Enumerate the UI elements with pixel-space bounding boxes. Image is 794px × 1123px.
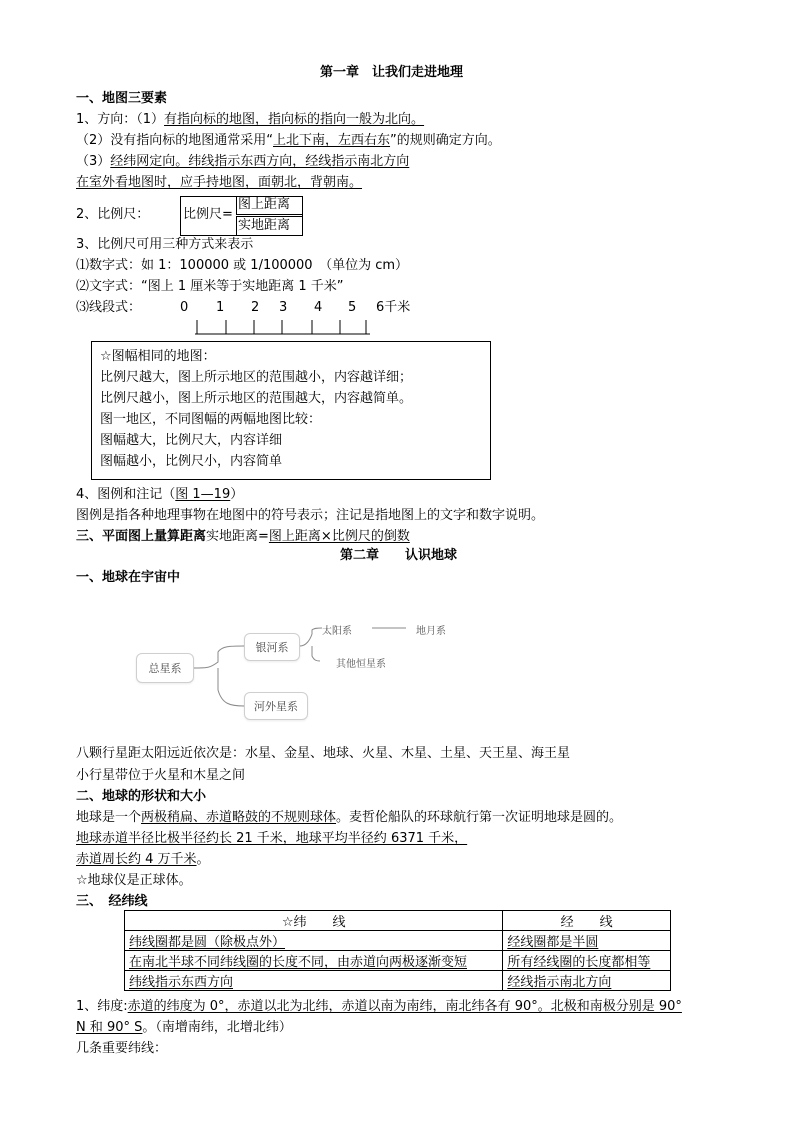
latitude-definition: 赤道的纬度为 0°，赤道以北为北纬，赤道以南为南纬，南北纬各有 90°。北极和南极分别是 90°	[127, 999, 682, 1014]
equator-length-line	[76, 852, 210, 868]
chapter2-title: 第二章 认识地球	[340, 548, 458, 563]
globe-note: ☆地球仪是正球体。	[76, 873, 192, 888]
earth-shape-line	[76, 810, 622, 826]
table-header-latitude: ☆纬 线	[125, 911, 503, 931]
table-cell-text: 纬线指示东西方向	[129, 975, 234, 990]
direction-line-3	[76, 154, 409, 170]
scale-tick-label: 4	[314, 300, 323, 315]
latitude-poles: N 和 90° S	[76, 1020, 143, 1035]
table-header-row	[125, 911, 671, 931]
universe-hierarchy-connectors	[0, 600, 794, 730]
node-solar-system: 太阳系	[322, 626, 352, 637]
table-cell-text: 经线圈都是半圆	[507, 935, 599, 950]
scale-tick-label: 2	[251, 300, 260, 315]
legend-suffix: ）	[230, 487, 244, 502]
direction-1-text: 有指向标的地图，指向标的指向一般为北向。	[164, 112, 425, 127]
node-other-stellar-systems: 其他恒星系	[336, 659, 386, 670]
table-cell	[125, 931, 503, 951]
table-cell-text: 所有经线圈的长度都相等	[507, 955, 651, 970]
note-line: ☆图幅相同的地图：	[100, 349, 216, 364]
table-cell	[503, 951, 671, 971]
latitude-line-1	[76, 999, 682, 1015]
chapter1-title: 第一章 让我们走进地理	[320, 65, 464, 80]
latitude-prefix: 1、纬度:	[76, 999, 128, 1014]
section-map-elements: 一、地图三要素	[76, 91, 168, 106]
scale-text-form: ⑵文字式：“图上 1 厘米等于实地距离 1 千米”	[76, 279, 344, 294]
legend-description: 图例是指各种地理事物在地图中的符号表示；注记是指地图上的文字和数字说明。	[76, 508, 545, 523]
scale-formula-left: 比例尺=	[183, 207, 233, 222]
important-latitudes: 几条重要纬线：	[76, 1041, 168, 1056]
node-universe: 总星系	[136, 653, 194, 683]
scale-tick-label: 1	[216, 300, 225, 315]
direction-2-suffix: ”的规则确定方向。	[390, 133, 501, 148]
scale-tick-label: 0	[180, 300, 189, 315]
planets-order: 八颗行星距太阳远近依次是：水星、金星、地球、火星、木星、土星、天王星、海王星	[76, 746, 571, 761]
table-cell	[503, 931, 671, 951]
section-distance	[76, 529, 410, 545]
table-row	[125, 971, 671, 991]
table-cell	[125, 951, 503, 971]
latitude-rule: 。（南增南纬，北增北纬）	[142, 1020, 292, 1035]
scale-tick-label: 5	[348, 300, 357, 315]
scale-line-form-label: ⑶线段式：	[76, 300, 142, 315]
node-extragalactic: 河外星系	[244, 692, 308, 720]
node-milky-way: 银河系	[244, 633, 300, 661]
direction-line-1	[76, 112, 424, 128]
linear-scale-bar	[190, 316, 375, 338]
note-line: 比例尺越大，图上所示地区的范围越小，内容越详细；	[100, 370, 413, 385]
distance-formula-lhs: 实地距离=	[206, 529, 269, 544]
direction-line-2	[76, 133, 501, 149]
lat-lon-table	[124, 910, 671, 991]
equator-length: 赤道周长约 4 万千米	[76, 852, 197, 867]
section-earth-in-universe: 一、地球在宇宙中	[76, 570, 181, 585]
table-row	[125, 951, 671, 971]
scale-tick-label: 6千米	[376, 300, 411, 315]
scale-denominator: 实地距离	[238, 218, 291, 233]
section-distance-title: 三、平面图上量算距离	[76, 529, 207, 544]
table-header-longitude: 经 线	[503, 911, 671, 931]
scale-forms-heading: 3、比例尺可用三种方式来表示	[76, 237, 254, 252]
note-line: 图幅越小，比例尺小，内容简单	[100, 454, 283, 469]
direction-2-prefix: （2）没有指向标的地图通常采用“	[76, 133, 274, 148]
latitude-line-2	[76, 1020, 292, 1036]
scale-numeric-form: ⑴数字式：如 1：100000 或 1/100000 （单位为 cm）	[76, 258, 409, 273]
figure-reference: 图 1—19	[175, 487, 231, 502]
earth-shape-suffix: 。麦哲伦船队的环球航行第一次证明地球是圆的。	[336, 810, 623, 825]
legend-prefix: 4、图例和注记（	[76, 487, 176, 502]
earth-shape-prefix: 地球是一个	[76, 810, 142, 825]
equator-length-suffix: 。	[196, 852, 210, 867]
section-lat-lon: 三、 经纬线	[76, 894, 148, 909]
earth-radius: 地球赤道半径比极半径约长 21 千米，地球平均半径约 6371 千米，	[76, 831, 468, 846]
direction-2-rule: 上北下南，左西右东	[273, 133, 391, 148]
note-line: 图幅越大，比例尺大，内容详细	[100, 433, 283, 448]
note-line: 图一地区，不同图幅的两幅地图比较：	[100, 412, 322, 427]
note-line: 比例尺越小，图上所示地区的范围越大，内容越简单。	[100, 391, 413, 406]
distance-formula-rhs: 图上距离×比例尺的倒数	[268, 529, 410, 544]
earth-shape-desc: 两极稍扁、赤道略鼓的不规则球体	[141, 810, 337, 825]
scale-label: 2、比例尺：	[76, 207, 150, 222]
legend-heading	[76, 487, 243, 503]
direction-3-text: 经纬网定向。纬线指示东西方向，经线指示南北方向	[110, 154, 410, 169]
section-earth-shape: 二、地球的形状和大小	[76, 789, 207, 804]
scale-tick-label: 3	[279, 300, 288, 315]
table-cell-text: 纬线圈都是圆（除极点外）	[129, 935, 286, 950]
table-cell	[125, 971, 503, 991]
table-cell-text: 在南北半球不同纬线圈的长度不同，由赤道向两极逐渐变短	[129, 955, 468, 970]
table-row	[125, 931, 671, 951]
scale-numerator: 图上距离	[238, 197, 291, 212]
node-earth-moon-system: 地月系	[416, 626, 446, 637]
direction-1-prefix: 1、方向：（1）	[76, 112, 165, 127]
outdoor-map-tip: 在室外看地图时，应手持地图，面朝北，背朝南。	[76, 175, 363, 190]
table-cell-text: 经线指示南北方向	[507, 975, 612, 990]
direction-3-prefix: （3）	[76, 154, 111, 169]
asteroid-belt: 小行星带位于火星和木星之间	[76, 768, 246, 783]
table-cell	[503, 971, 671, 991]
